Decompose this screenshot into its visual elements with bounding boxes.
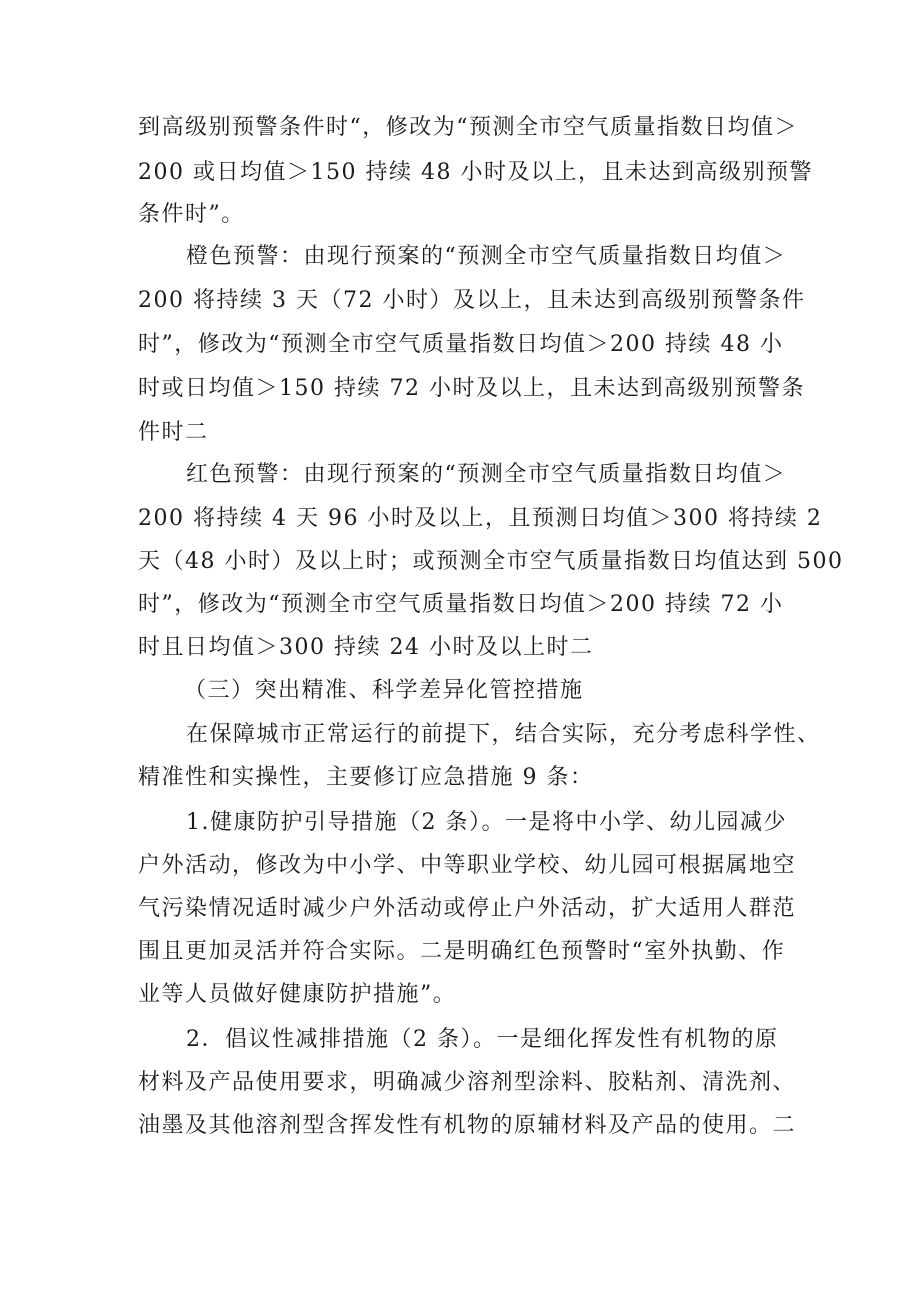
text-line: 时”，修改为“预测全市空气质量指数日均值＞200 持续 48 小 [138, 332, 784, 357]
text-line: 200 将持续 3 天（72 小时）及以上，且未达到高级别预警条件 [138, 288, 806, 313]
health-protection-paragraph: 1.健康防护引导措施（2 条）。一是将中小学、幼儿园减少 [186, 810, 787, 835]
text-line: 精准性和实操性，主要修订应急措施 9 条： [138, 765, 594, 790]
emission-reduction-paragraph: 2．倡议性减排措施（2 条）。一是细化挥发性有机物的原 [186, 1027, 779, 1052]
text-line: 时或日均值＞150 持续 72 小时及以上，且未达到高级别预警条 [138, 376, 805, 401]
orange-warning-paragraph: 橙色预警：由现行预案的“预测全市空气质量指数日均值＞ [186, 244, 787, 269]
text-line: 到高级别预警条件时“，修改为“预测全市空气质量指数日均值＞ [138, 115, 798, 140]
section-heading: （三）突出精准、科学差异化管控措施 [184, 678, 584, 703]
text-line: 200 将持续 4 天 96 小时及以上，且预测日均值＞300 将持续 2 [138, 506, 823, 531]
text-line: 户外活动，修改为中小学、中等职业学校、幼儿园可根据属地空 [138, 853, 797, 878]
text-line: 时”，修改为“预测全市空气质量指数日均值＞200 持续 72 小 [138, 592, 784, 617]
text-line: 天（48 小时）及以上时；或预测全市空气质量指数日均值达到 500 [138, 549, 844, 574]
text-line: 200 或日均值＞150 持续 48 小时及以上，且未达到高级别预警 [138, 160, 813, 185]
text-line: 时且日均值＞300 持续 24 小时及以上时二 [138, 635, 594, 660]
red-warning-paragraph: 红色预警：由现行预案的“预测全市空气质量指数日均值＞ [186, 462, 787, 487]
measures-intro-paragraph: 在保障城市正常运行的前提下，结合实际，充分考虑科学性、 [186, 722, 821, 747]
text-line: 业等人员做好健康防护措施”。 [138, 982, 457, 1007]
text-line: 件时二 [138, 420, 209, 445]
text-line: 油墨及其他溶剂型含挥发性有机物的原辅材料及产品的使用。二 [138, 1113, 797, 1138]
text-line: 材料及产品使用要求，明确减少溶剂型涂料、胶粘剂、清洗剂、 [138, 1070, 797, 1095]
text-line: 气污染情况适时减少户外活动或停止户外活动，扩大适用人群范 [138, 896, 797, 921]
text-line: 条件时”。 [138, 202, 245, 227]
text-line: 围且更加灵活并符合实际。二是明确红色预警时“室外执勤、作 [138, 939, 786, 964]
